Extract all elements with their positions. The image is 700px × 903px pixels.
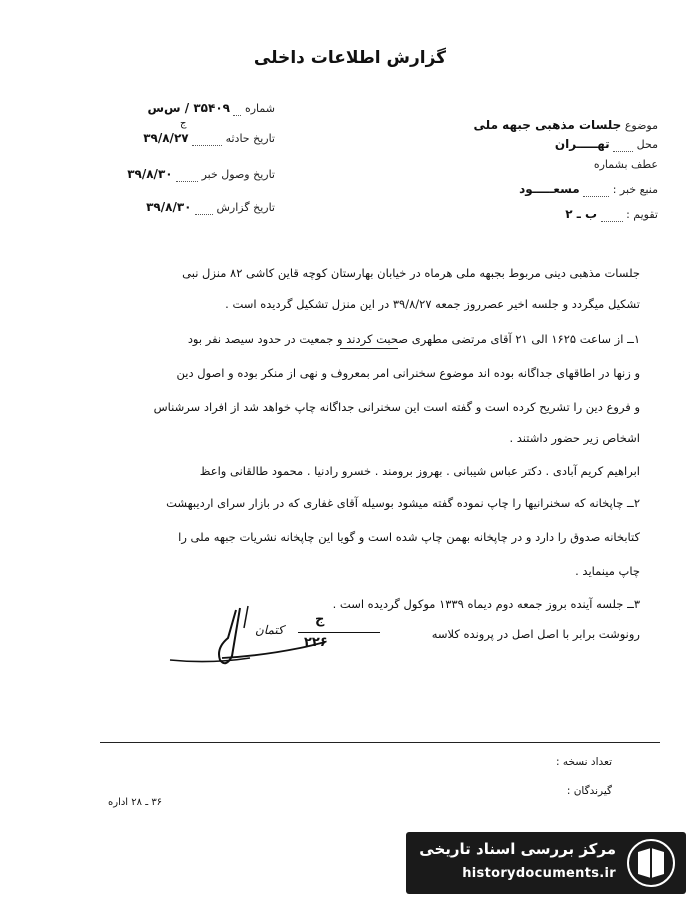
report-date-label: تاریخ گزارش	[216, 201, 275, 214]
assessment-label: تقویم :	[626, 208, 658, 221]
subject-row	[440, 118, 658, 133]
subject-value: جلسات مذهبی جبهه ملی	[473, 118, 622, 132]
body-line: کتابخانه صدوق را دارد و در چاپخانه بهمن چاپ شده است و گویا این چاپخانه نشریات جبهه ملی را	[178, 530, 640, 544]
reference-row	[440, 158, 658, 172]
body-line: ۱ــ از ساعت ۱۶۲۵ الی ۲۱ آقای مرتضی مطهری صحبت کردند و جمعیت در حدود سیصد نفر بود	[187, 332, 640, 346]
place-label: محل	[636, 138, 658, 151]
classification-note: کتمان	[255, 623, 284, 637]
handwritten-signature	[150, 598, 330, 678]
separator-line	[100, 742, 660, 743]
body-line: و فروع دین را تشریح کرده است و گفته است این سخنرانی جداگانه چاپ خواهد شد از افراد سرشناس	[153, 400, 640, 414]
body-line: جلسات مذهبی دینی مربوط بجبهه ملی هرماه در خیابان بهارستان کوچه قاین کاشی ۸۲ منزل نبی	[182, 266, 640, 280]
place-row	[440, 137, 658, 152]
report-date-row	[80, 200, 275, 215]
subject-label: موضوع	[624, 119, 658, 132]
reference-label: عطف بشماره	[593, 158, 658, 171]
body-line: چاپ مینماید .	[575, 564, 640, 578]
source-label: منبع خبر :	[612, 183, 658, 196]
number-value: ۳۵۴۰۹ / س‌س	[147, 101, 230, 115]
event-date-mark: ج	[180, 118, 187, 129]
report-date-value: ۳۹/۸/۳۰	[146, 200, 192, 214]
archive-logo	[406, 832, 686, 894]
recipients-label: گیرندگان :	[566, 785, 612, 797]
copies-label: تعداد نسخه :	[555, 756, 612, 768]
archive-emblem-icon	[626, 838, 676, 888]
receipt-date-value: ۳۹/۸/۳۰	[127, 167, 173, 181]
number-label: شماره	[244, 102, 275, 115]
event-date-row	[80, 131, 275, 146]
source-value: مسعـــــود	[519, 182, 580, 196]
logo-title: مرکز بررسی اسناد تاریخی	[419, 840, 616, 858]
place-value: تهـــــران	[554, 137, 610, 151]
body-line: و زنها در اطاقهای جداگانه بوده اند موضوع سخنرانی امر بمعروف و نهی از منکر بوده و اصول دین	[176, 366, 640, 380]
attendees-line: ابراهیم کریم آبادی . دکتر عباس شیبانی . بهروز برومند . خسرو رادنیا . محمود طالقانی واعظ	[199, 464, 640, 478]
event-date-value: ۳۹/۸/۲۷	[143, 131, 189, 145]
classification-bottom: ۲۲۶	[304, 635, 328, 650]
classification-top: ج	[315, 612, 325, 627]
body-line: ۲ــ چاپخانه که سخنرانیها را چاپ نموده گفته میشود بوسیله آقای غفاری که در بازار سرای اردیبهشت	[166, 496, 640, 510]
logo-url: historydocuments.ir	[462, 866, 616, 881]
receipt-date-row	[80, 167, 275, 182]
assessment-value: ب ـ ۲	[565, 207, 598, 221]
page-title: گزارش اطلاعات داخلی	[253, 48, 447, 68]
number-row	[80, 101, 275, 116]
body-line: تشکیل میگردد و جلسه اخیر عصرروز جمعه ۳۹/۸/۲۷ در این منزل تشکیل گردیده است .	[225, 297, 640, 311]
underline-mark	[340, 348, 398, 349]
body-line: ۳ــ جلسه آینده بروز جمعه دوم دیماه ۱۳۳۹ موکول گردیده است .	[332, 597, 640, 611]
form-number: ۳۶ ـ ۲۸ اداره	[108, 797, 163, 808]
copy-line: رونوشت برابر با اصل اصل در پرونده کلاسه	[431, 627, 640, 641]
source-row	[440, 182, 658, 197]
receipt-date-label: تاریخ وصول خبر	[201, 168, 275, 181]
event-date-label: تاریخ حادثه	[225, 132, 275, 145]
assessment-row	[440, 207, 658, 222]
body-line: اشخاص زیر حضور داشتند .	[509, 431, 640, 445]
